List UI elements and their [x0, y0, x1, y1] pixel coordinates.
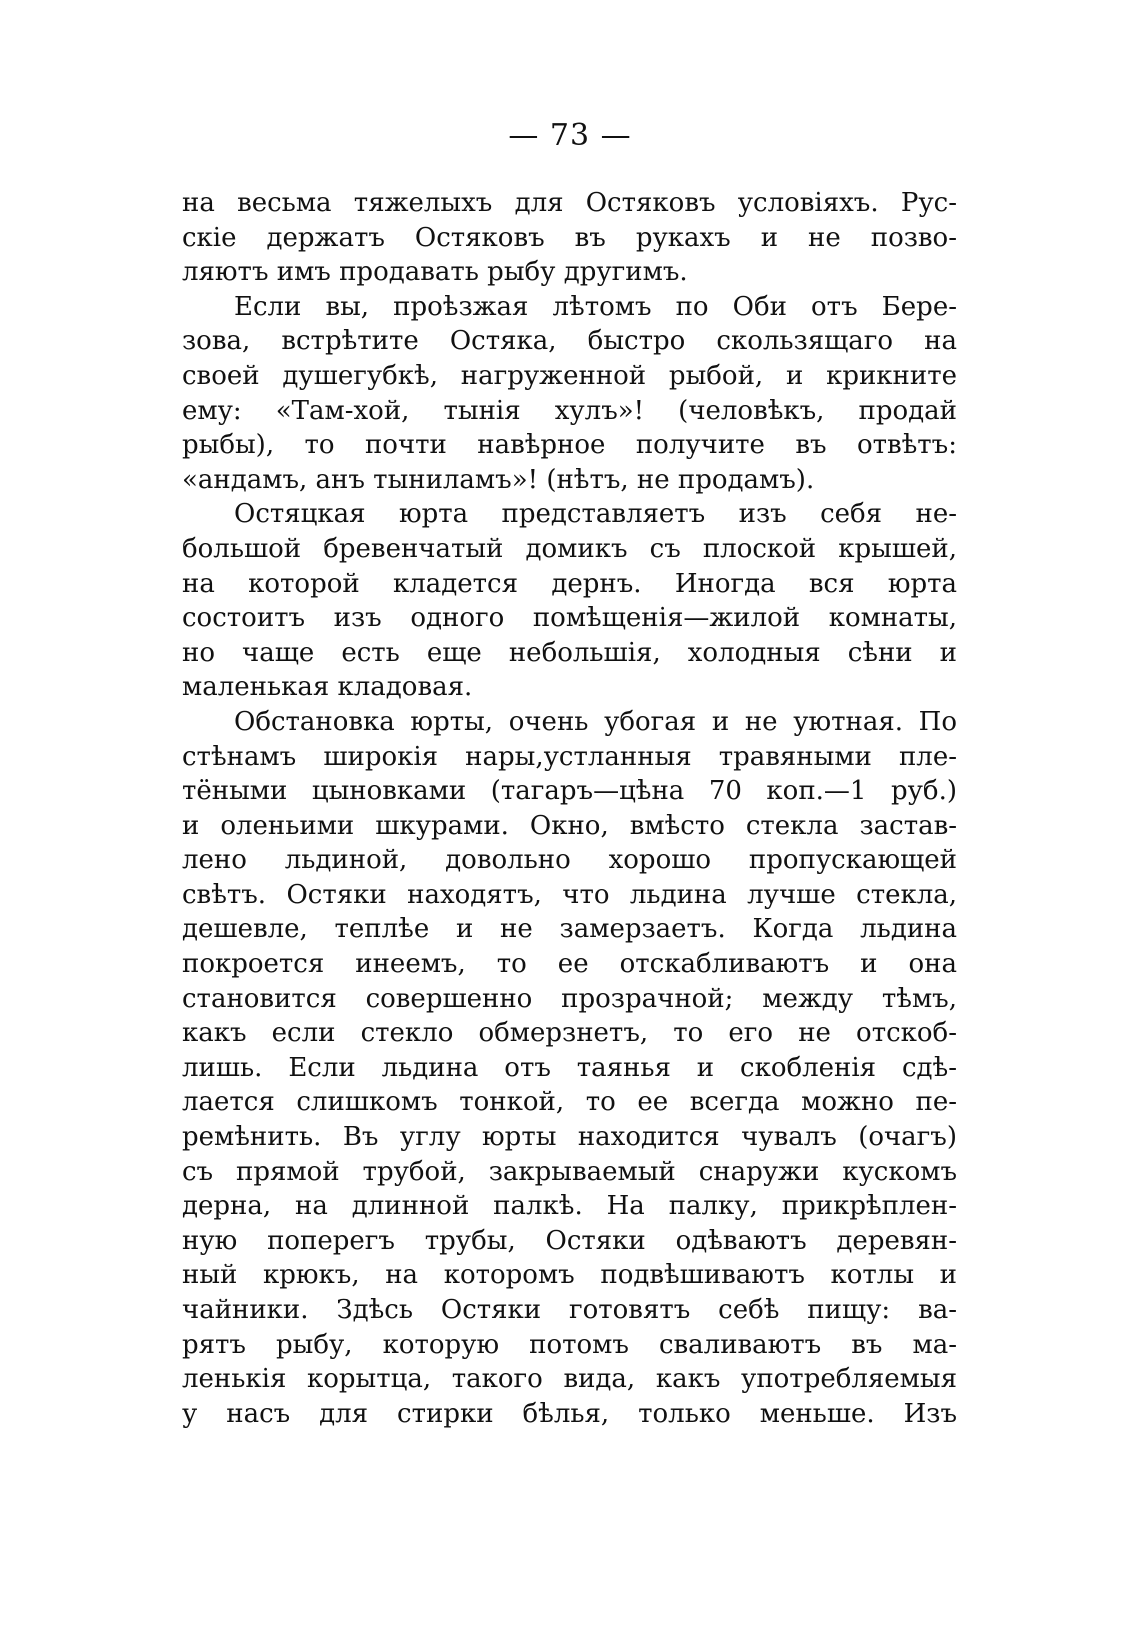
text-line: лается слишкомъ тонкой, то ее всегда можно пе- [182, 1087, 957, 1118]
text-line: Остяцкая юрта представляетъ изъ себя не- [234, 499, 957, 530]
text-line: рыбы), то почти навѣрное получите въ отвѣтъ: [182, 430, 957, 461]
text-line: на которой кладется дернъ. Иногда вся юрта [182, 568, 957, 599]
text-line: Обстановка юрты, очень убогая и не уютная. По [234, 706, 957, 737]
text-line: и оленьими шкурами. Окно, вмѣсто стекла застав- [182, 810, 957, 841]
text-line: но чаще есть еще небольшія, холодныя сѣни и [182, 637, 957, 668]
text-line: зова, встрѣтите Остяка, быстро скользящаго на [182, 326, 957, 357]
text-line: лено льдиной, довольно хорошо пропускающей [182, 845, 957, 876]
text-line: свѣтъ. Остяки находятъ, что льдина лучше стекла, [182, 879, 957, 910]
text-line: ремѣнить. Въ углу юрты находится чувалъ (очагъ) [182, 1122, 957, 1153]
text-line: состоитъ изъ одного помѣщенія—жилой комнаты, [182, 603, 957, 634]
body-text [182, 186, 957, 1431]
text-line: ную поперегъ трубы, Остяки одѣваютъ деревян- [182, 1225, 957, 1256]
text-line: чайники. Здѣсь Остяки готовятъ себѣ пищу: ва- [182, 1295, 957, 1325]
text-line: стѣнамъ широкія нары,устланныя травяными пле- [182, 741, 957, 772]
text-line: большой бревенчатый домикъ съ плоской крышей, [182, 533, 957, 564]
text-line: покроется инеемъ, то ее отскабливаютъ и она [182, 949, 957, 980]
text-line: у насъ для стирки бѣлья, только меньше. Изъ [182, 1398, 957, 1429]
text-line: дерна, на длинной палкѣ. На палку, прикрѣплен- [182, 1191, 957, 1222]
text-line: ный крюкъ, на которомъ подвѣшиваютъ котлы и [182, 1260, 957, 1291]
text-line: Если вы, проѣзжая лѣтомъ по Оби отъ Бере- [234, 291, 957, 322]
text-line: дешевле, теплѣе и не замерзаетъ. Когда льдина [182, 914, 957, 945]
text-line: скіе держатъ Остяковъ въ рукахъ и не позво- [182, 222, 957, 253]
text-line: своей душегубкѣ, нагруженной рыбой, и крикните [182, 360, 957, 391]
text-line: рятъ рыбу, которую потомъ сваливаютъ въ ма- [182, 1329, 957, 1360]
text-line: маленькая кладовая. [182, 672, 473, 703]
page-number: — 73 — [508, 118, 632, 153]
text-line: становится совершенно прозрачной; между тѣмъ, [182, 983, 957, 1014]
text-line: лишь. Если льдина отъ таянья и скобленія сдѣ- [182, 1052, 957, 1083]
text-line: «андамъ, анъ тыниламъ»! (нѣтъ, не продамъ). [182, 464, 815, 495]
text-line: съ прямой трубой, закрываемый снаружи кускомъ [182, 1156, 957, 1187]
text-line: ему: «Там-хой, тынія хулъ»! (человѣкъ, продай [182, 395, 957, 426]
text-line: ляютъ имъ продавать рыбу другимъ. [182, 257, 688, 288]
text-line: ленькія корытца, такого вида, какъ употребляемыя [182, 1364, 957, 1395]
text-line: тёными цыновками (тагаръ—цѣна 70 коп.—1 руб.) [182, 776, 957, 807]
text-line: на весьма тяжелыхъ для Остяковъ условіяхъ. Рус- [182, 188, 957, 218]
text-line: какъ если стекло обмерзнетъ, то его не отскоб- [182, 1018, 957, 1049]
